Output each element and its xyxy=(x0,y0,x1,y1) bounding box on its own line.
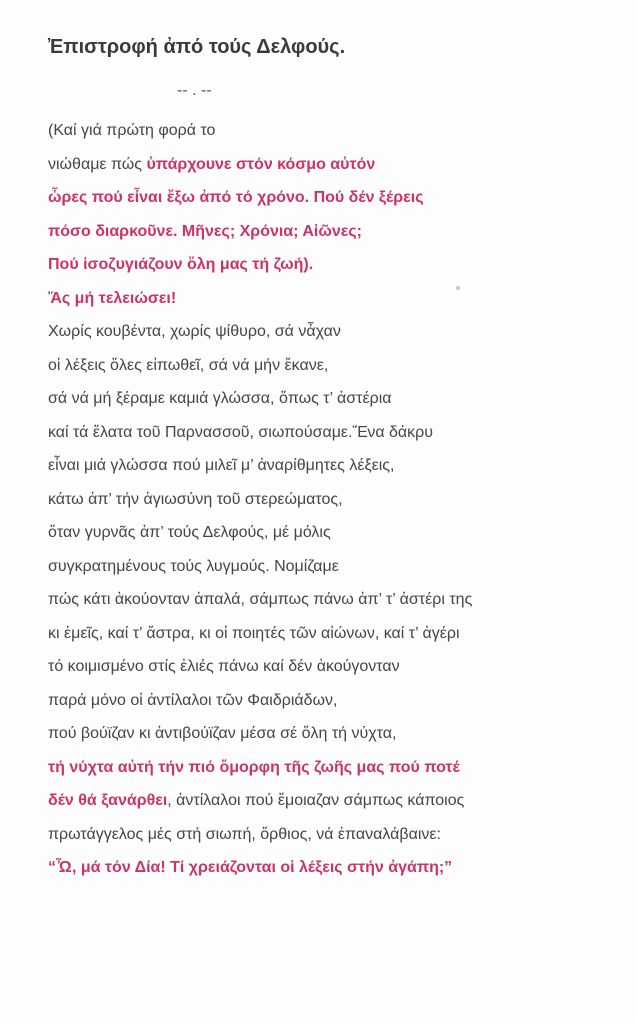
line-text: κι ἐμεῖς, καί τ’ ἄστρα, κι οἱ ποιητές τῶν αἰώνων, καί τ’ ἀγέρι xyxy=(48,624,460,642)
line-text: συγκρατημένους τούς λυγμούς. Νομίζαμε xyxy=(48,557,339,575)
poem-line xyxy=(48,818,472,852)
poem-line xyxy=(48,550,472,584)
poem-line xyxy=(48,516,472,550)
line-text: Χωρίς κουβέντα, χωρίς ψίθυρο, σά νἆχαν xyxy=(48,323,341,340)
line-highlight: τή νύχτα αὐτή τήν πιό ὄμορφη τῆς ζωῆς μας πού ποτέ xyxy=(48,758,460,776)
poem-line xyxy=(48,148,472,182)
line-text: πρωτάγγελος μές στή σιωπή, ὄρθιος, νά ἐπαναλάβαινε: xyxy=(48,825,441,843)
document-title: Ἐπιστροφή ἀπό τούς Δελφούς. xyxy=(48,36,346,58)
poem-line xyxy=(48,617,472,651)
line-text: σά νά μή ξέραμε καμιά γλώσσα, ὅπως τ’ ἀστέρια xyxy=(48,390,392,407)
line-text: οἱ λέξεις ὅλες εἰπωθεῖ, σά νά μήν ἔκανε, xyxy=(48,356,329,374)
poem-line xyxy=(48,282,472,316)
line-highlight: πόσο διαρκοῦνε. Μῆνες; Χρόνια; Αἰῶνες; xyxy=(48,222,362,240)
poem-line xyxy=(48,751,472,785)
poem-line xyxy=(48,449,472,483)
poem-line xyxy=(48,315,472,349)
line-highlight: “Ὦ, μά τόν Δία! Τί χρειάζονται οἱ λέξεις στήν ἀγάπη;” xyxy=(48,859,453,876)
poem-line xyxy=(48,114,472,148)
poem-line xyxy=(48,650,472,684)
poem-line xyxy=(48,382,472,416)
line-highlight: δέν θά ξανάρθει xyxy=(48,792,168,809)
line-highlight: Ἄς μή τελειώσει! xyxy=(48,289,177,307)
line-text: νιώθαμε πώς xyxy=(48,155,147,173)
line-highlight: Πού ἰσοζυγιάζουν ὅλη μας τή ζωή). xyxy=(48,256,314,273)
line-text: πού βούϊζαν κι ἀντιβούϊζαν μέσα σέ ὅλη τή νύχτα, xyxy=(48,725,397,742)
line-text: ὅταν γυρνᾶς ἀπ’ τούς Δελφούς, μέ μόλις xyxy=(48,524,331,541)
section-separator: -- . -- xyxy=(177,82,212,99)
poem-line xyxy=(48,583,472,617)
poem-line xyxy=(48,215,472,249)
line-text: πώς κάτι ἀκούονταν ἀπαλά, σάμπως πάνω ἀπ’ τ’ ἀστέρι της xyxy=(48,591,473,608)
poem-line xyxy=(48,784,472,818)
poem-line xyxy=(48,248,472,282)
poem-line xyxy=(48,416,472,450)
line-text: παρά μόνο οἱ ἀντίλαλοι τῶν Φαιδριάδων, xyxy=(48,691,338,709)
poem-line xyxy=(48,483,472,517)
line-highlight: ὧρες πού εἶναι ἔξω ἀπό τό χρόνο. Πού δέν ξέρεις xyxy=(48,189,424,206)
line-highlight: ὑπάρχουνε στόν κόσμο αὐτόν xyxy=(146,155,376,173)
poem-line xyxy=(48,684,472,718)
line-text: εἶναι μιά γλώσσα πού μιλεῖ μ’ ἀναρίθμητες λέξεις, xyxy=(48,457,395,474)
poem-line xyxy=(48,349,472,383)
line-text: καί τά ἔλατα τοῦ Παρνασσοῦ, σιωπούσαμε.Ἕνα δάκρυ xyxy=(48,423,434,441)
line-text: , ἀντίλαλοι πού ἔμοιαζαν σάμπως κάποιος xyxy=(167,792,465,809)
poem-line xyxy=(48,851,472,885)
line-text: τό κοιμισμένο στίς ἐλιές πάνω καί δέν ἀκούγονταν xyxy=(48,658,400,675)
poem-body xyxy=(48,114,472,885)
poem-line xyxy=(48,181,472,215)
line-text: (Καί γιά πρώτη φορά το xyxy=(48,122,216,139)
poem-line xyxy=(48,717,472,751)
line-text: κάτω ἀπ’ τήν ἁγιωσύνη τοῦ στερεώματος, xyxy=(48,490,343,508)
